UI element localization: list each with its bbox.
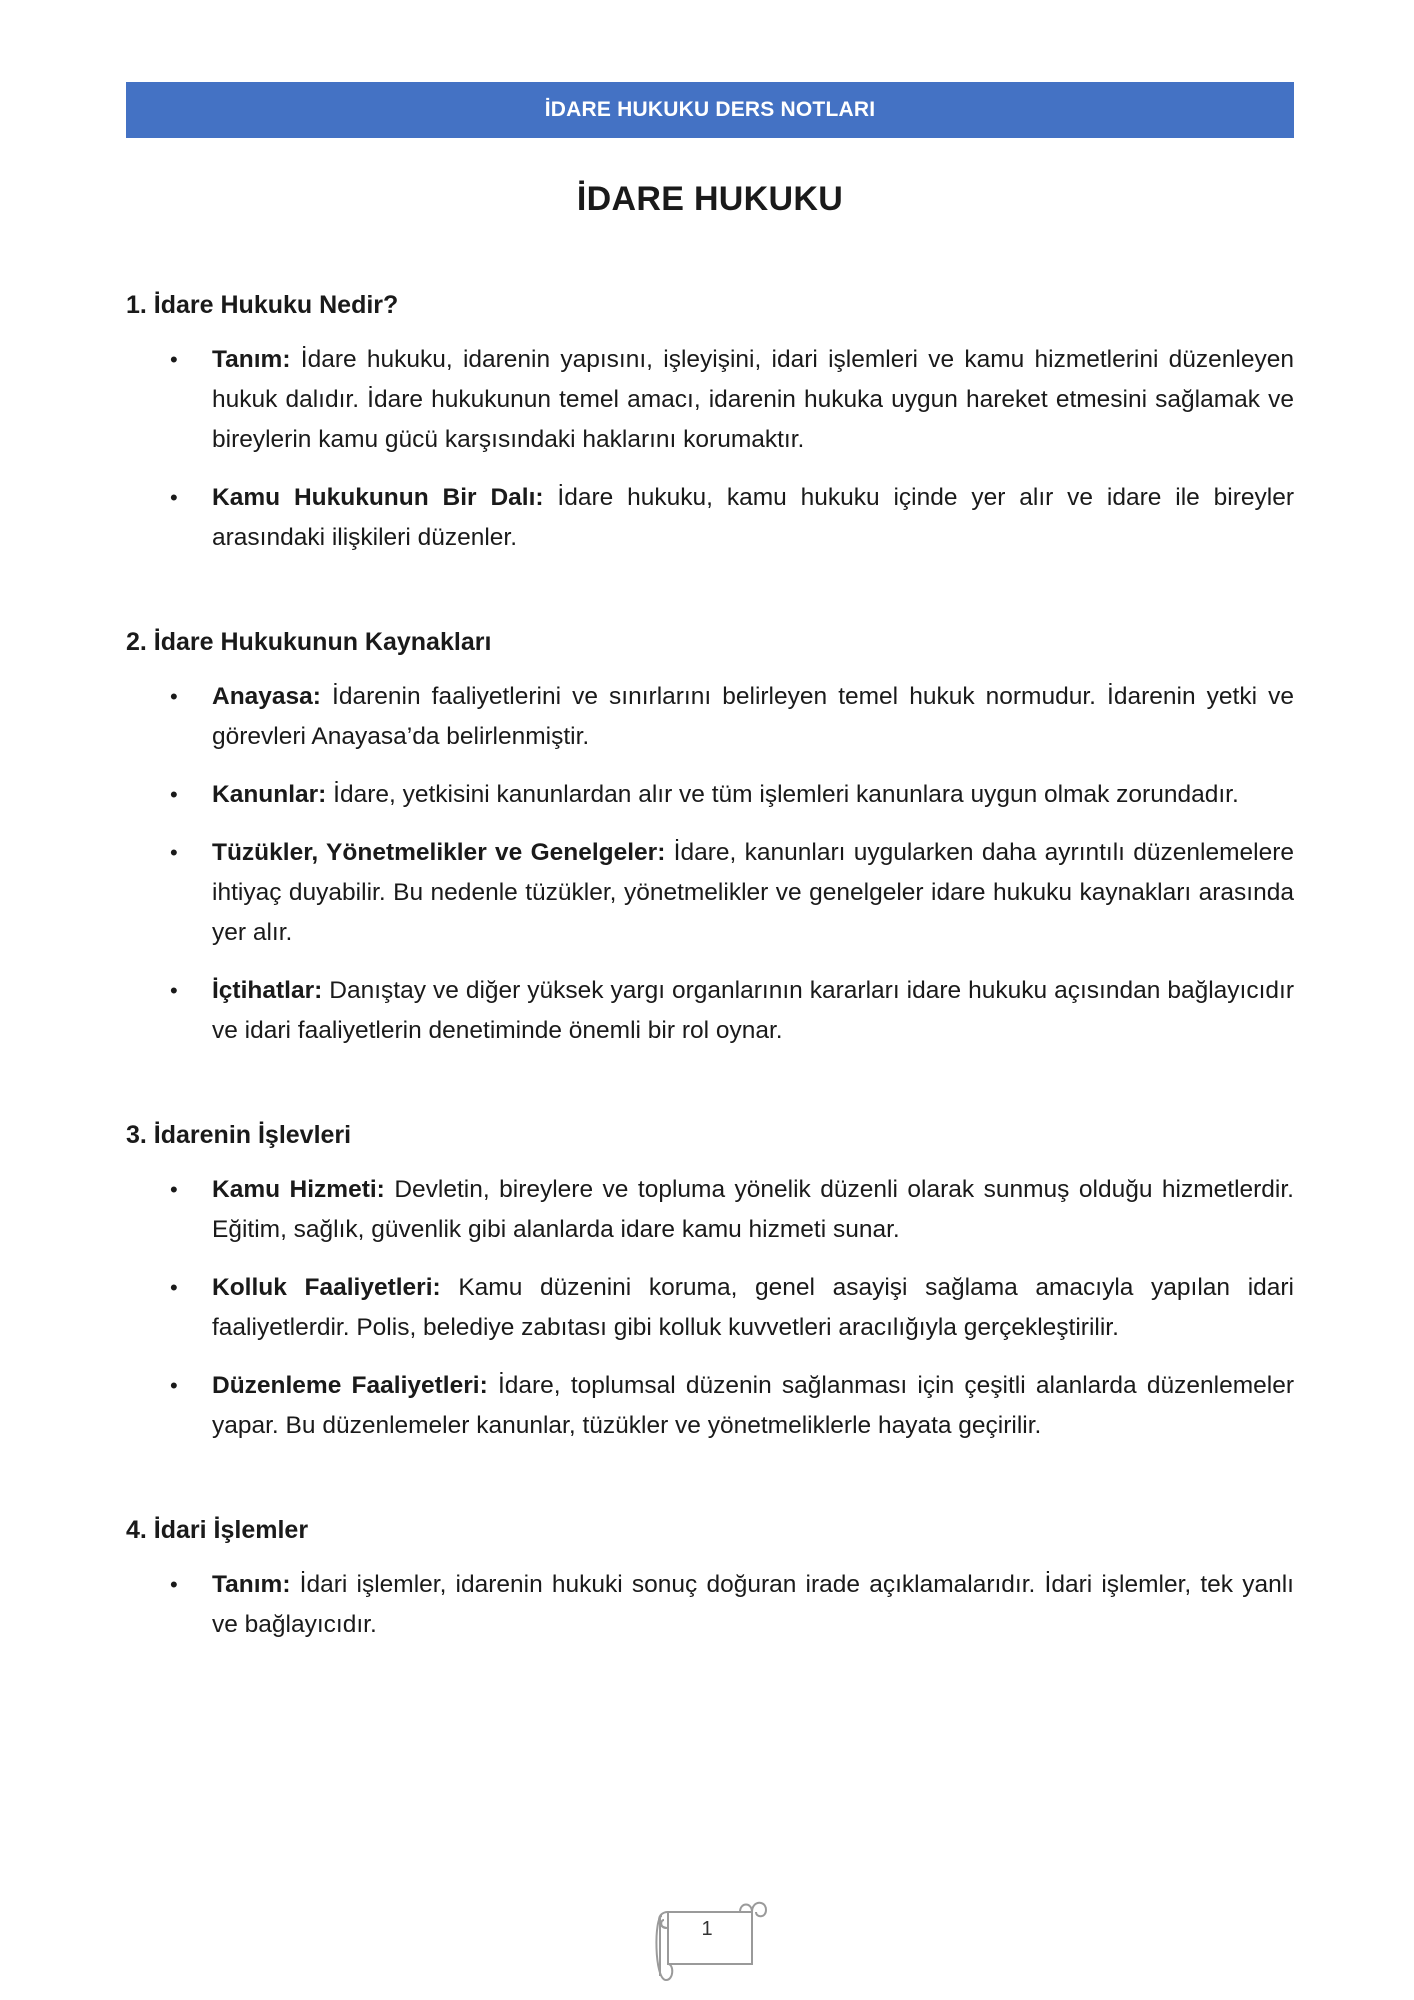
header-band-text: İDARE HUKUKU DERS NOTLARI: [544, 98, 876, 121]
bullet-icon: •: [170, 978, 178, 1003]
item-text: İdare hukuku, idarenin yapısını, işleyişini, idari işlemleri ve kamu hizmetlerini düzenleyen hukuk dalıdır. İdare hukukunun temel amacı, idarenin hukuka uygun hareket etmesini sağlamak ve bireylerin kamu gücü karşısındaki haklarını korumaktır.: [212, 346, 1294, 453]
bullet-icon: •: [170, 840, 178, 865]
item-label: Tanım:: [212, 1571, 291, 1598]
document-title: İDARE HUKUKU: [576, 180, 844, 218]
header-band: [126, 82, 1294, 138]
section-1: [126, 291, 1294, 558]
item-label: İçtihatlar:: [212, 977, 323, 1004]
list-item: [126, 1170, 1294, 1250]
bullet-icon: •: [170, 684, 178, 709]
list-item: [126, 1268, 1294, 1348]
item-text: Devletin, bireylere ve topluma yönelik düzenli olarak sunmuş olduğu hizmetlerdir. Eğitim, sağlık, güvenlik gibi alanlarda idare kamu hizmeti sunar.: [212, 1176, 1294, 1243]
bullet-list: [126, 1565, 1294, 1645]
section-heading: 3. İdarenin İşlevleri: [126, 1121, 352, 1149]
bullet-list: [126, 1170, 1294, 1446]
item-text: İdarenin faaliyetlerini ve sınırlarını belirleyen temel hukuk normudur. İdarenin yetki ve görevleri Anayasa’da belirlenmiştir.: [212, 683, 1294, 750]
item-text: İdari işlemler, idarenin hukuki sonuç doğuran irade açıklamalarıdır. İdari işlemler, tek yanlı ve bağlayıcıdır.: [212, 1571, 1294, 1638]
bullet-icon: •: [170, 1572, 178, 1597]
list-item: [126, 775, 1294, 815]
item-label: Kolluk Faaliyetleri:: [212, 1274, 441, 1301]
page-number-footer: [640, 1890, 774, 1986]
item-label: Tüzükler, Yönetmelikler ve Genelgeler:: [212, 839, 666, 866]
bullet-icon: •: [170, 485, 178, 510]
list-item: [126, 971, 1294, 1051]
item-label: Tanım:: [212, 346, 291, 373]
section-heading: 4. İdari İşlemler: [126, 1516, 309, 1544]
list-item: [126, 1565, 1294, 1645]
section-heading: 2. İdare Hukukunun Kaynakları: [126, 628, 492, 656]
list-item: [126, 1366, 1294, 1446]
item-text: İdare hukuku, kamu hukuku içinde yer alır ve idare ile bireyler arasındaki ilişkileri düzenler.: [212, 484, 1294, 551]
item-text: İdare, yetkisini kanunlardan alır ve tüm işlemleri kanunlara uygun olmak zorundadır.: [326, 781, 1239, 808]
section-4: [126, 1516, 1294, 1645]
bullet-list: [126, 340, 1294, 558]
item-label: Kamu Hukukunun Bir Dalı:: [212, 484, 544, 511]
item-label: Anayasa:: [212, 683, 321, 710]
list-item: [126, 833, 1294, 953]
section-2: [126, 628, 1294, 1051]
list-item: [126, 478, 1294, 558]
item-text: İdare, kanunları uygularken daha ayrıntılı düzenlemelere ihtiyaç duyabilir. Bu nedenle tüzükler, yönetmelikler ve genelgeler idare hukuku kaynakları arasında yer alır.: [212, 839, 1294, 946]
item-text: İdare, toplumsal düzenin sağlanması için çeşitli alanlarda düzenlemeler yapar. Bu düzenlemeler kanunlar, tüzükler ve yönetmeliklerle hayata geçirilir.: [212, 1372, 1294, 1439]
list-item: [126, 340, 1294, 460]
item-label: Kanunlar:: [212, 781, 327, 808]
item-text: Danıştay ve diğer yüksek yargı organlarının kararları idare hukuku açısından bağlayıcıdır ve idari faaliyetlerin denetiminde önemli bir rol oynar.: [212, 977, 1294, 1044]
bullet-icon: •: [170, 347, 178, 372]
section-heading: 1. İdare Hukuku Nedir?: [126, 291, 399, 319]
list-item: [126, 677, 1294, 757]
bullet-icon: •: [170, 1373, 178, 1398]
bullet-icon: •: [170, 782, 178, 807]
bullet-icon: •: [170, 1177, 178, 1202]
item-label: Düzenleme Faaliyetleri:: [212, 1372, 488, 1399]
document-page: [126, 82, 1294, 1663]
bullet-list: [126, 677, 1294, 1051]
page-number: 1: [701, 1918, 713, 1940]
item-label: Kamu Hizmeti:: [212, 1176, 385, 1203]
bullet-icon: •: [170, 1275, 178, 1300]
section-3: [126, 1121, 1294, 1446]
item-text: Kamu düzenini koruma, genel asayişi sağlama amacıyla yapılan idari faaliyetlerdir. Polis, belediye zabıtası gibi kolluk kuvvetleri aracılığıyla gerçekleştirilir.: [212, 1274, 1294, 1341]
